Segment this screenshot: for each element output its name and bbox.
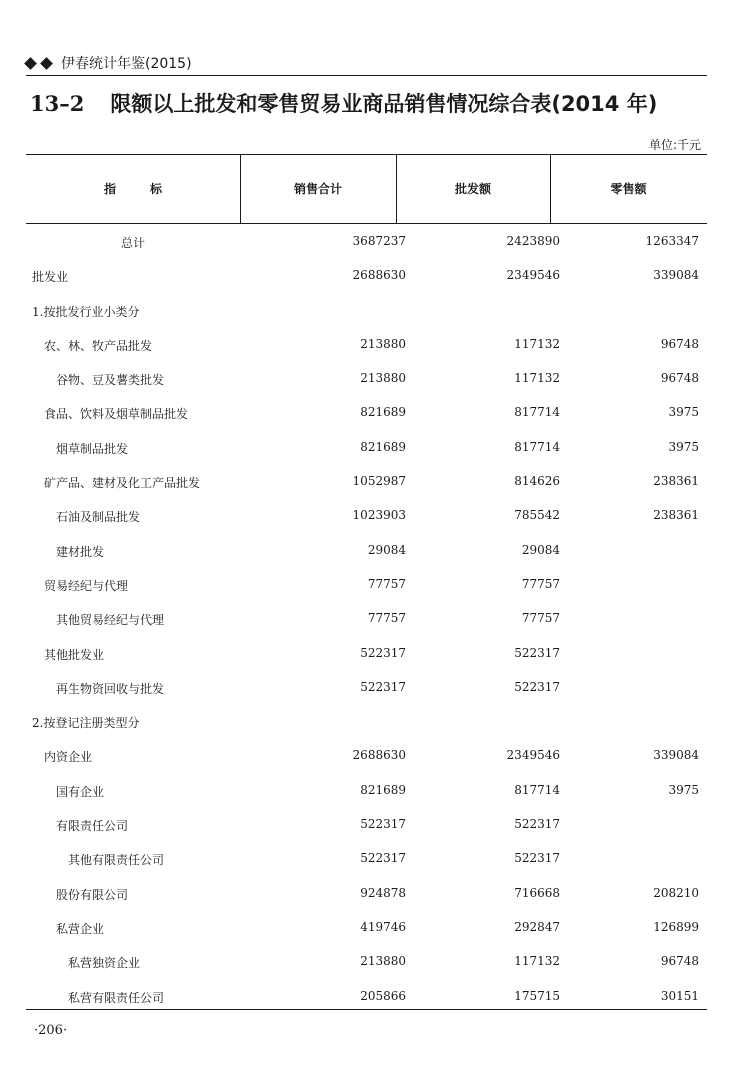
cell-sales: 821689: [360, 439, 406, 454]
cell-retail: 3975: [668, 439, 699, 454]
table-row: [26, 327, 707, 361]
cell-sales: 522317: [360, 817, 406, 832]
cell-sales: 2688630: [352, 268, 406, 283]
cell-sales: 1052987: [352, 474, 406, 489]
row-label: 石油及制品批发: [56, 510, 141, 525]
cell-wholesale: 522317: [514, 817, 560, 832]
row-label: 矿产品、建材及化工产品批发: [44, 476, 201, 491]
diamond-bullet-icon: [24, 57, 37, 70]
table-row: [26, 773, 707, 807]
cell-sales: 522317: [360, 679, 406, 694]
table-row: [26, 361, 707, 395]
table-row: [26, 395, 707, 429]
cell-wholesale: 117132: [514, 954, 560, 969]
cell-sales: 213880: [360, 954, 406, 969]
row-label: 总计: [120, 236, 145, 250]
cell-sales: 77757: [367, 611, 406, 626]
table-row: [26, 533, 707, 567]
table-row: [26, 910, 707, 944]
cell-sales: 1023903: [352, 508, 406, 523]
cell-wholesale: 814626: [514, 474, 560, 489]
row-label: 其他有限责任公司: [68, 853, 165, 868]
cell-wholesale: 785542: [514, 508, 560, 523]
cell-retail: 238361: [653, 508, 699, 523]
row-label: 建材批发: [56, 544, 105, 559]
cell-sales: 924878: [360, 885, 406, 900]
cell-sales: 419746: [360, 919, 406, 934]
table-row: [26, 944, 707, 978]
cell-sales: 522317: [360, 851, 406, 866]
table-row: [26, 841, 707, 875]
table-row: [26, 601, 707, 635]
cell-sales: 77757: [367, 576, 406, 591]
table-row: [26, 876, 707, 910]
table-row: [26, 738, 707, 772]
cell-retail: 30151: [660, 988, 699, 1003]
cell-wholesale: 117132: [514, 371, 560, 386]
cell-retail: 339084: [653, 268, 699, 283]
row-label: 私营有限责任公司: [68, 990, 165, 1005]
cell-wholesale: 77757: [521, 576, 560, 591]
row-label: 食品、饮料及烟草制品批发: [44, 407, 189, 422]
cell-sales: 213880: [360, 336, 406, 351]
cell-retail: 1263347: [645, 234, 699, 248]
row-label: 1.按批发行业小类分: [32, 304, 140, 319]
table-row: [26, 670, 707, 704]
cell-wholesale: 716668: [514, 885, 560, 900]
cell-wholesale: 522317: [514, 679, 560, 694]
row-label: 国有企业: [56, 784, 105, 799]
row-label: 股份有限公司: [56, 887, 129, 902]
cell-retail: 96748: [660, 954, 699, 969]
cell-sales: 821689: [360, 782, 406, 797]
cell-sales: 205866: [360, 988, 406, 1003]
table-row: [26, 464, 707, 498]
indicator-header-part: 标: [150, 182, 163, 196]
cell-wholesale: 29084: [521, 542, 560, 557]
unit-label: 单位:千元: [648, 138, 701, 152]
column-header-wholesale: 批发额: [454, 182, 491, 196]
cell-sales: 522317: [360, 645, 406, 660]
table-row: [26, 498, 707, 532]
cell-retail: 3975: [668, 405, 699, 420]
cell-retail: 3975: [668, 782, 699, 797]
cell-wholesale: 522317: [514, 645, 560, 660]
row-label: 其他批发业: [44, 647, 105, 662]
cell-wholesale: 2349546: [506, 268, 560, 283]
row-label: 私营独资企业: [68, 956, 141, 971]
row-label: 谷物、豆及薯类批发: [56, 373, 165, 388]
cell-wholesale: 2349546: [506, 748, 560, 763]
header-rule: [26, 75, 707, 76]
table-row: [26, 704, 707, 738]
page-number: ·206·: [34, 1023, 68, 1038]
cell-sales: 213880: [360, 371, 406, 386]
row-label: 再生物资回收与批发: [56, 681, 165, 696]
table-number: 13–2: [30, 91, 85, 116]
table-row: [26, 430, 707, 464]
cell-retail: 238361: [653, 474, 699, 489]
cell-retail: 96748: [660, 336, 699, 351]
row-label: 私营企业: [56, 921, 105, 936]
row-label: 批发业: [32, 270, 69, 285]
table-row: [26, 258, 707, 292]
table-row: [26, 567, 707, 601]
row-label: 烟草制品批发: [56, 441, 129, 456]
row-label: 贸易经纪与代理: [44, 578, 129, 593]
cell-retail: 126899: [653, 919, 699, 934]
cell-wholesale: 77757: [521, 611, 560, 626]
table-row: [26, 636, 707, 670]
statistics-table: [26, 154, 707, 1010]
row-label: 有限责任公司: [56, 819, 129, 834]
cell-wholesale: 817714: [514, 782, 560, 797]
row-label: 其他贸易经纪与代理: [56, 613, 165, 628]
table-row: [26, 293, 707, 327]
row-label: 2.按登记注册类型分: [32, 716, 140, 731]
running-head-text: 伊春统计年鉴(2015): [61, 56, 192, 72]
table-title-text: 限额以上批发和零售贸易业商品销售情况综合表(2014 年): [110, 92, 658, 116]
cell-wholesale: 522317: [514, 851, 560, 866]
cell-retail: 208210: [653, 885, 699, 900]
indicator-header-part: 指: [103, 182, 116, 196]
table-title: [30, 88, 657, 118]
diamond-bullet-icon: [40, 57, 53, 70]
row-label: 农、林、牧产品批发: [44, 338, 153, 353]
row-label: 内资企业: [44, 750, 93, 765]
table-row: [26, 807, 707, 841]
cell-wholesale: 292847: [514, 919, 560, 934]
cell-retail: 339084: [653, 748, 699, 763]
cell-sales: 2688630: [352, 748, 406, 763]
running-header: [26, 52, 192, 74]
column-header-sales: 销售合计: [293, 182, 342, 196]
cell-wholesale: 817714: [514, 439, 560, 454]
table-body: [26, 224, 707, 1013]
column-header-retail: 零售额: [610, 182, 647, 196]
table-bottom-rule: [26, 1009, 707, 1010]
cell-sales: 3687237: [352, 234, 406, 248]
table-row: [26, 979, 707, 1013]
cell-wholesale: 175715: [514, 988, 560, 1003]
cell-sales: 821689: [360, 405, 406, 420]
cell-wholesale: 2423890: [506, 234, 560, 248]
cell-sales: 29084: [367, 542, 406, 557]
cell-wholesale: 117132: [514, 336, 560, 351]
column-header-indicator: [26, 154, 240, 223]
cell-retail: 96748: [660, 371, 699, 386]
table-row: [26, 224, 707, 258]
cell-wholesale: 817714: [514, 405, 560, 420]
